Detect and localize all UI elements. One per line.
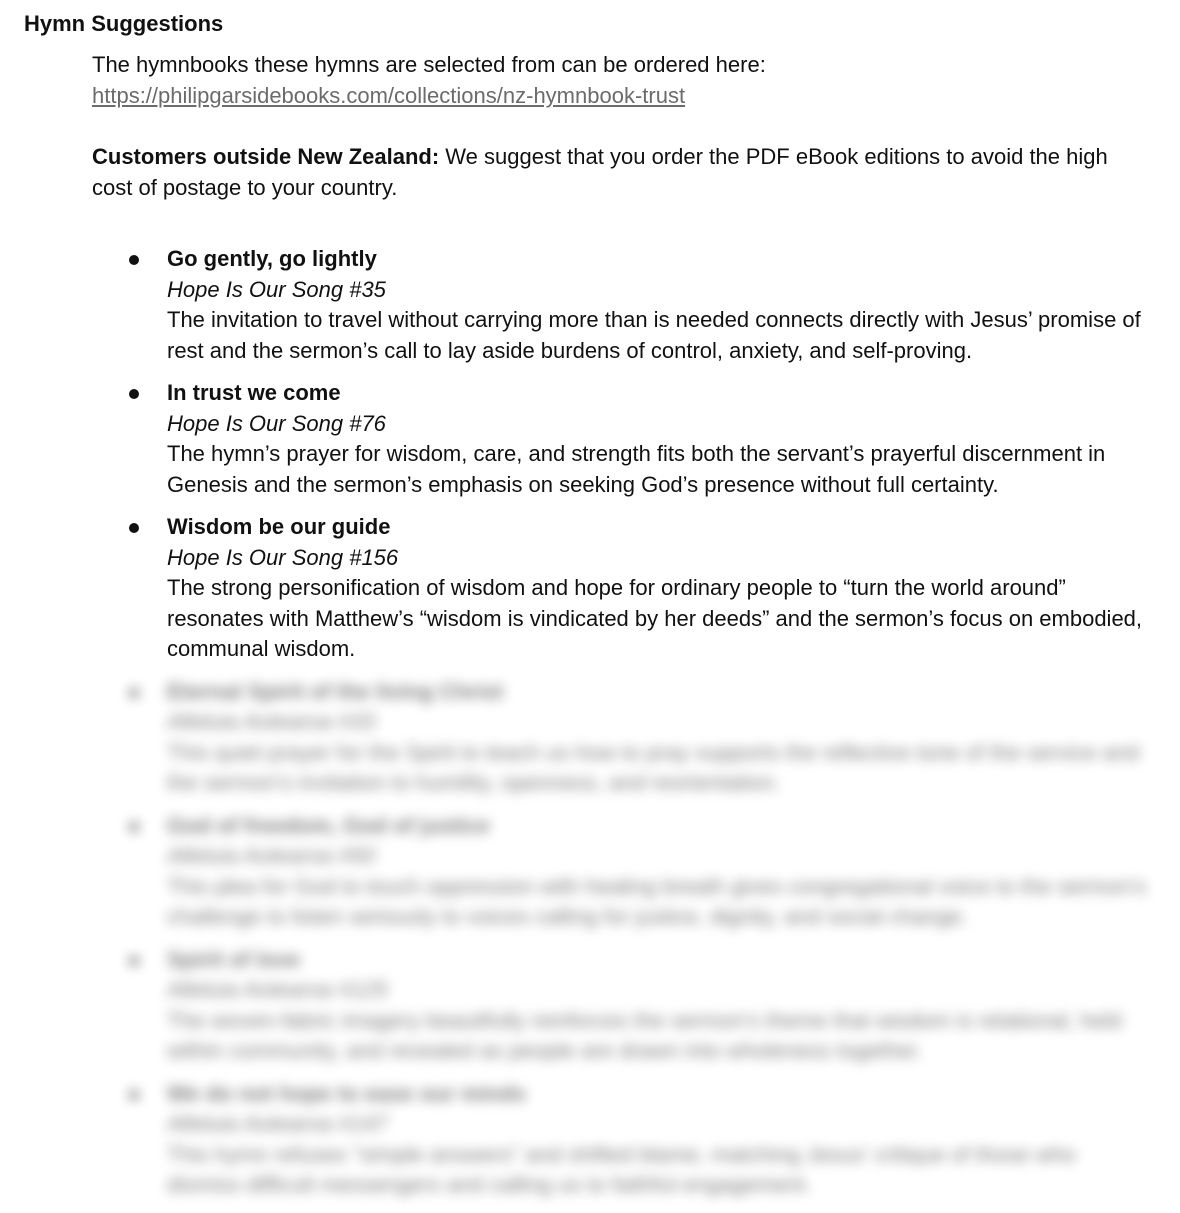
bullet-icon	[129, 255, 139, 265]
hymn-source: Hope Is Our Song #35	[167, 276, 386, 302]
customers-note	[92, 141, 1152, 203]
hymn-source: Alleluia Aotearoa #147	[167, 1111, 388, 1136]
hymn-description: This quiet prayer for the Spirit to teach us how to pray supports the reflective tone of the service and the sermon’s invitation to humility, openness, and reorientation.	[167, 739, 1140, 795]
hymn-item	[0, 378, 1180, 500]
hymn-source: Alleluia Aotearoa #125	[167, 977, 388, 1002]
hymn-title: We do not hope to ease our minds	[167, 1080, 526, 1106]
hymn-title: Wisdom be our guide	[167, 514, 391, 539]
hymn-description: The invitation to travel without carrying more than is needed connects directly with Jesus’ promise of rest and the sermon’s call to lay aside burdens of control, anxiety, and self-proving.	[167, 307, 1141, 363]
hymn-item-blurred	[0, 677, 1180, 799]
bullet-icon	[129, 956, 139, 966]
bullet-icon	[129, 523, 139, 533]
customers-text: We suggest that you order the PDF eBook editions to avoid the high cost of postage to your country.	[92, 144, 1108, 200]
hymn-source: Alleluia Aotearoa #50	[167, 843, 376, 868]
bullet-icon	[129, 1090, 139, 1100]
bullet-icon	[129, 688, 139, 698]
hymn-list	[0, 244, 1180, 1213]
hymn-title: Spirit of love	[167, 946, 301, 972]
hymn-description: This plea for God to touch oppression with healing breath gives congregational voice to the sermon’s challenge to listen seriously to voices calling for justice, dignity, and social change.	[167, 873, 1147, 929]
customers-label: Customers outside New Zealand:	[92, 144, 440, 169]
intro-text: The hymnbooks these hymns are selected from can be ordered here:	[92, 52, 766, 77]
hymn-description: The strong personification of wisdom and hope for ordinary people to “turn the world around” resonates with Matthew’s “wisdom is vindicated by her deeds” and the sermon’s focus on embodied, communal wisdom.	[167, 575, 1143, 661]
intro-section	[92, 49, 1152, 203]
hymn-item-blurred	[0, 945, 1180, 1067]
hymn-description: The hymn’s prayer for wisdom, care, and strength fits both the servant’s prayerful discernment in Genesis and the sermon’s emphasis on seeking God’s presence without full certainty.	[167, 441, 1106, 497]
hymn-item	[0, 512, 1180, 665]
hymn-source: Hope Is Our Song #156	[167, 544, 399, 570]
hymn-title: Go gently, go lightly	[167, 246, 377, 271]
hymn-description: This hymn refuses “simple answers” and shifted blame, matching Jesus’ critique of those who dismiss difficult messengers and calling us to faithful engagement.	[167, 1141, 1076, 1197]
page-title: Hymn Suggestions	[24, 11, 224, 36]
hymn-title: In trust we come	[167, 380, 341, 405]
hymn-description: The woven-fabric imagery beautifully reinforces the sermon’s theme that wisdom is relational, held within community, and revealed as people are drawn into wholeness together.	[167, 1007, 1122, 1063]
hymn-source: Alleluia Aotearoa #33	[167, 709, 376, 734]
hymn-item-blurred	[0, 811, 1180, 933]
hymn-item-blurred	[0, 1079, 1180, 1201]
hymn-title: Eternal Spirit of the living Christ	[167, 678, 504, 704]
hymn-item	[0, 244, 1180, 366]
bullet-icon	[129, 822, 139, 832]
hymn-title: God of freedom, God of justice	[167, 812, 490, 838]
order-link[interactable]: https://philipgarsidebooks.com/collections/nz-hymnbook-trust	[92, 83, 686, 108]
bullet-icon	[129, 389, 139, 399]
hymn-source: Hope Is Our Song #76	[167, 410, 386, 436]
